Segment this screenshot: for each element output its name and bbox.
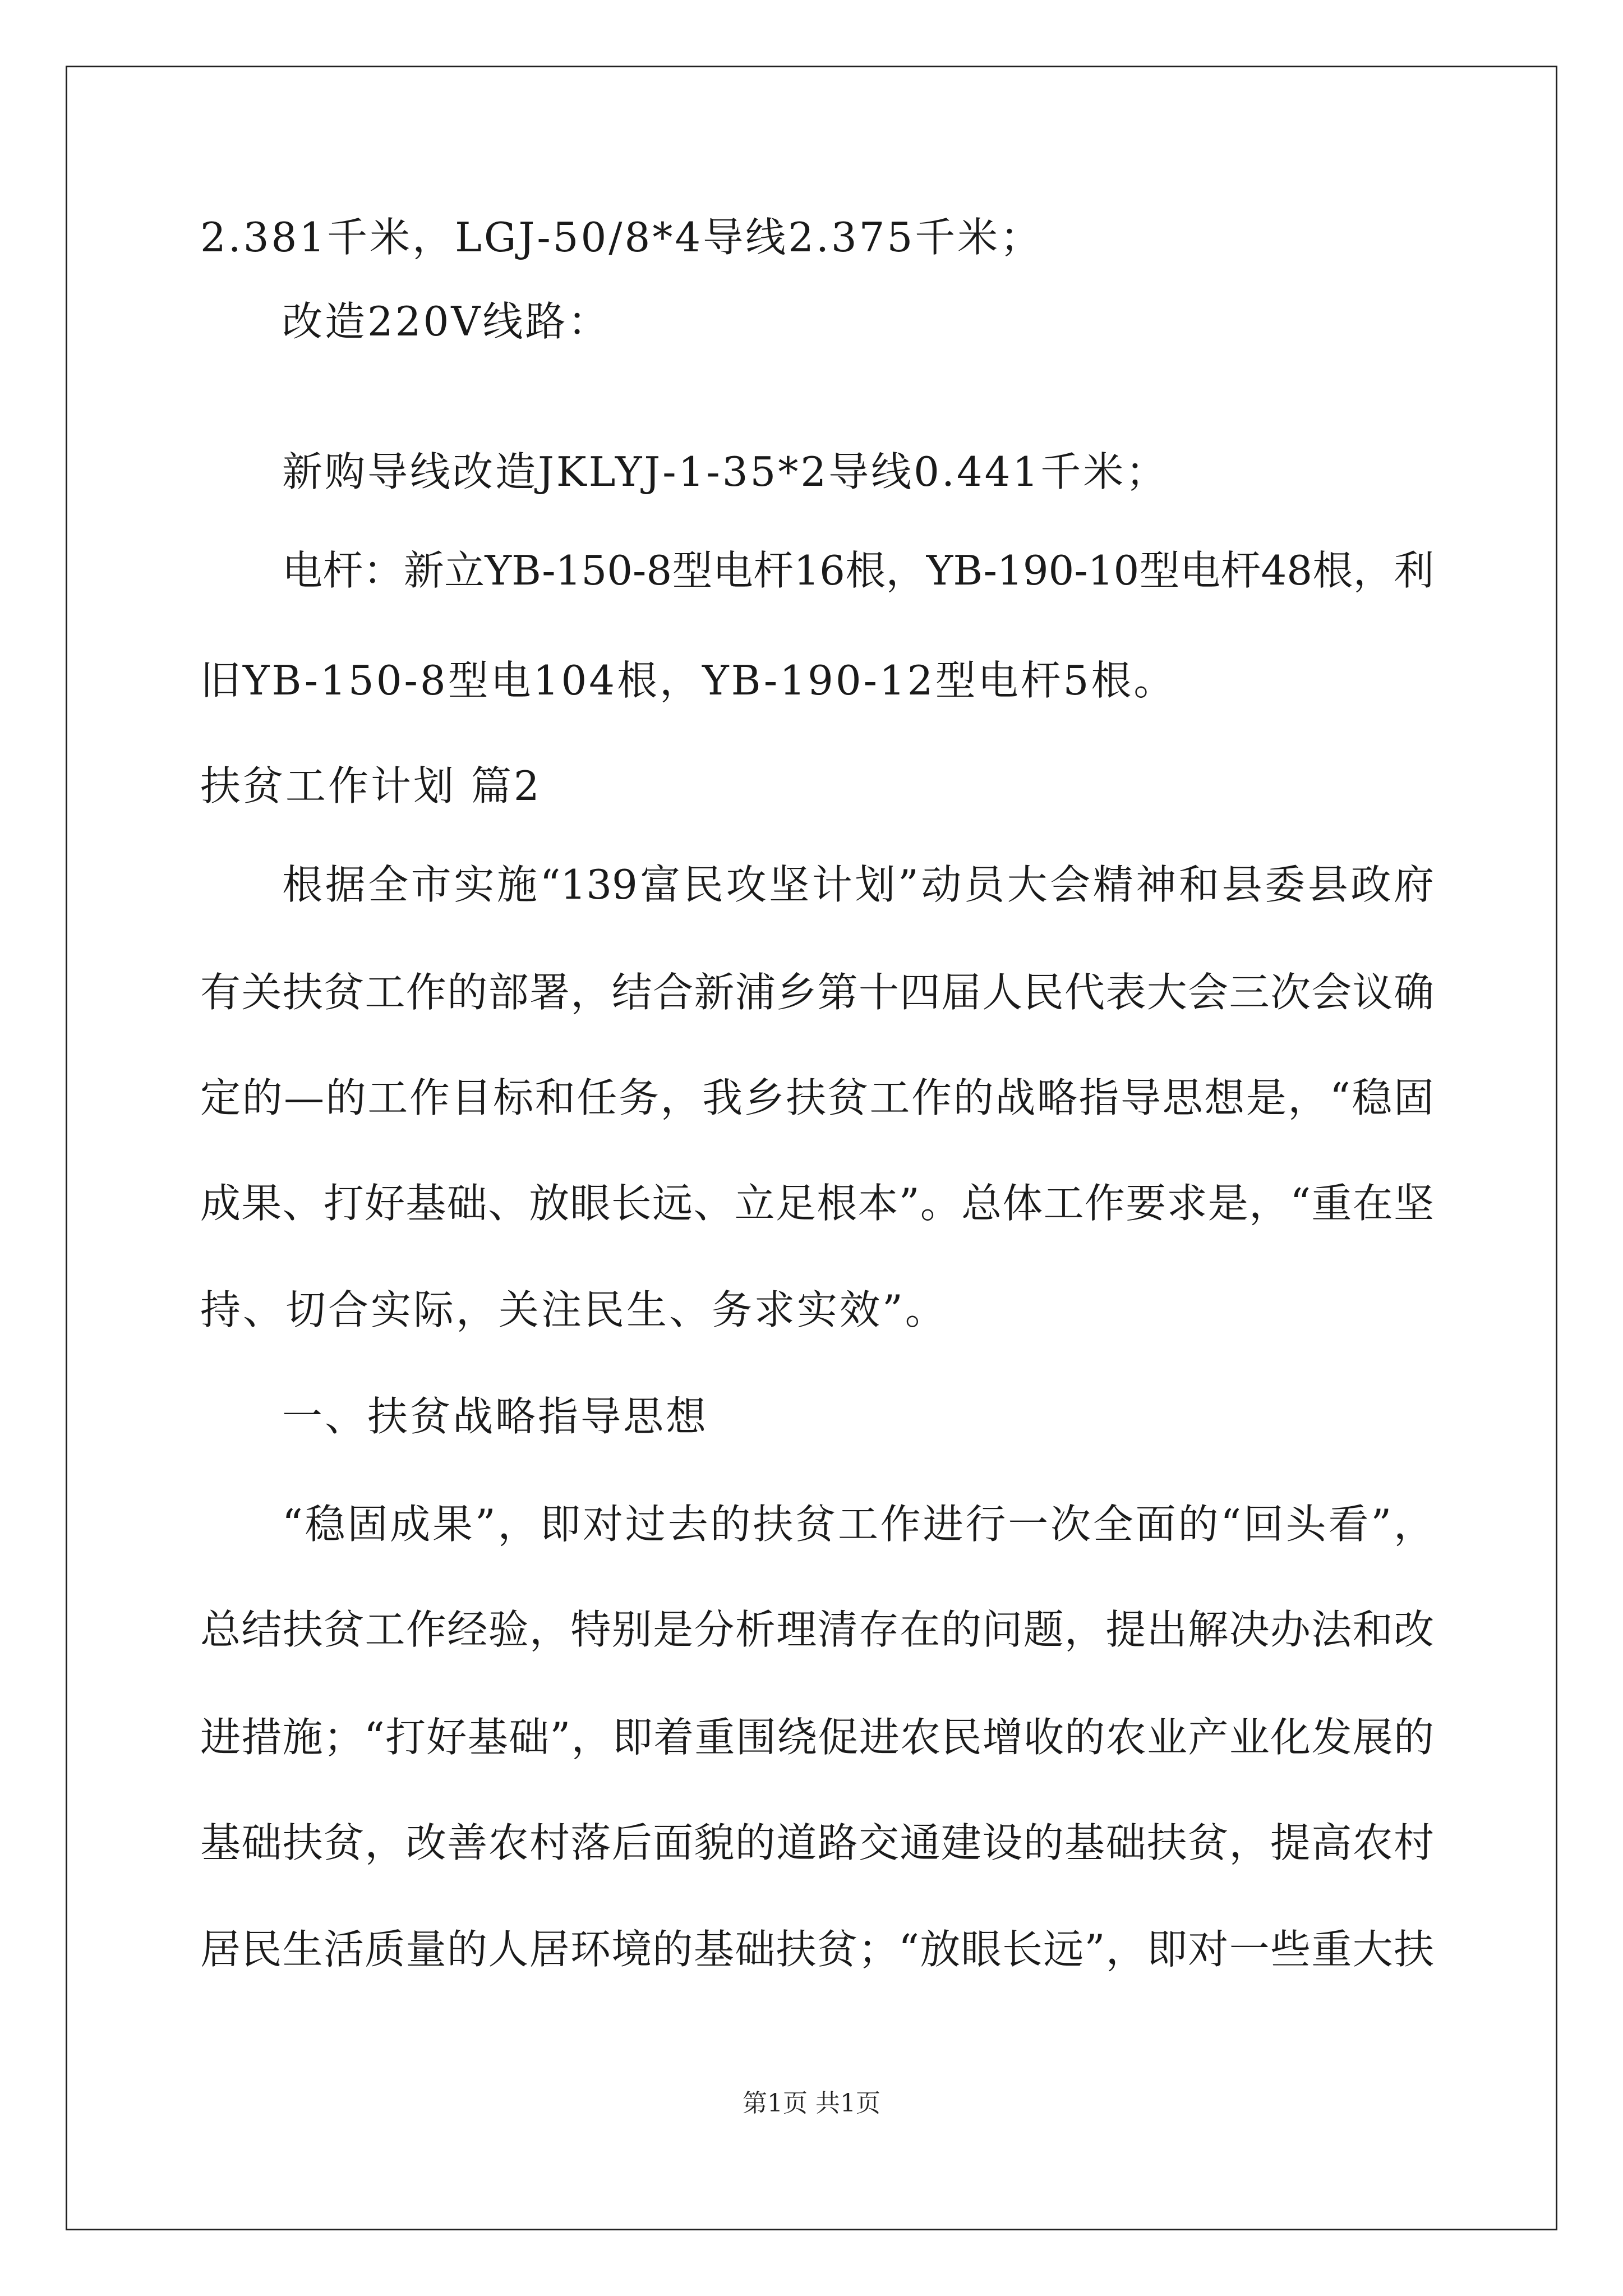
page-footer: 第1页 共1页 [743, 2089, 880, 2118]
paragraph-line: 有关扶贫工作的部署，结合新浦乡第十四届人民代表大会三次会议确 [200, 969, 1434, 1016]
paragraph-line: 旧YB-150-8型电104根，YB-190-12型电杆5根。 [200, 657, 1177, 704]
paragraph-line: 新购导线改造JKLYJ-1-35*2导线0.441千米； [282, 448, 1169, 495]
section-heading: 扶贫工作计划 篇2 [200, 762, 542, 809]
paragraph-line: 成果、打好基础、放眼长远、立足根本”。总体工作要求是，“重在坚 [200, 1180, 1434, 1227]
paragraph-line: 定的—的工作目标和任务，我乡扶贫工作的战略指导思想是，“稳固 [200, 1074, 1434, 1121]
paragraph-line: 改造220V线路： [282, 298, 611, 345]
paragraph-line: 居民生活质量的人居环境的基础扶贫；“放眼长远”，即对一些重大扶 [200, 1926, 1434, 1973]
paragraph-line: 根据全市实施“139富民攻坚计划”动员大会精神和县委县政府 [282, 861, 1434, 908]
page-border [66, 66, 1557, 2230]
paragraph-line: 基础扶贫，改善农村落后面貌的道路交通建设的基础扶贫，提高农村 [200, 1819, 1434, 1866]
subsection-heading: 一、扶贫战略指导思想 [282, 1393, 709, 1440]
paragraph-line: 持、切合实际，关注民生、务求实效”。 [200, 1286, 948, 1333]
paragraph-line: 电杆：新立YB-150-8型电杆16根，YB-190-10型电杆48根，利 [282, 547, 1434, 594]
paragraph-line: 进措施；“打好基础”，即着重围绕促进农民增收的农业产业化发展的 [200, 1714, 1434, 1761]
paragraph-line: 2.381千米，LGJ-50/8*4导线2.375千米； [200, 214, 1043, 261]
paragraph-line: 总结扶贫工作经验，特别是分析理清存在的问题，提出解决办法和改 [200, 1606, 1434, 1653]
paragraph-line: “稳固成果”，即对过去的扶贫工作进行一次全面的“回头看”， [282, 1501, 1434, 1548]
